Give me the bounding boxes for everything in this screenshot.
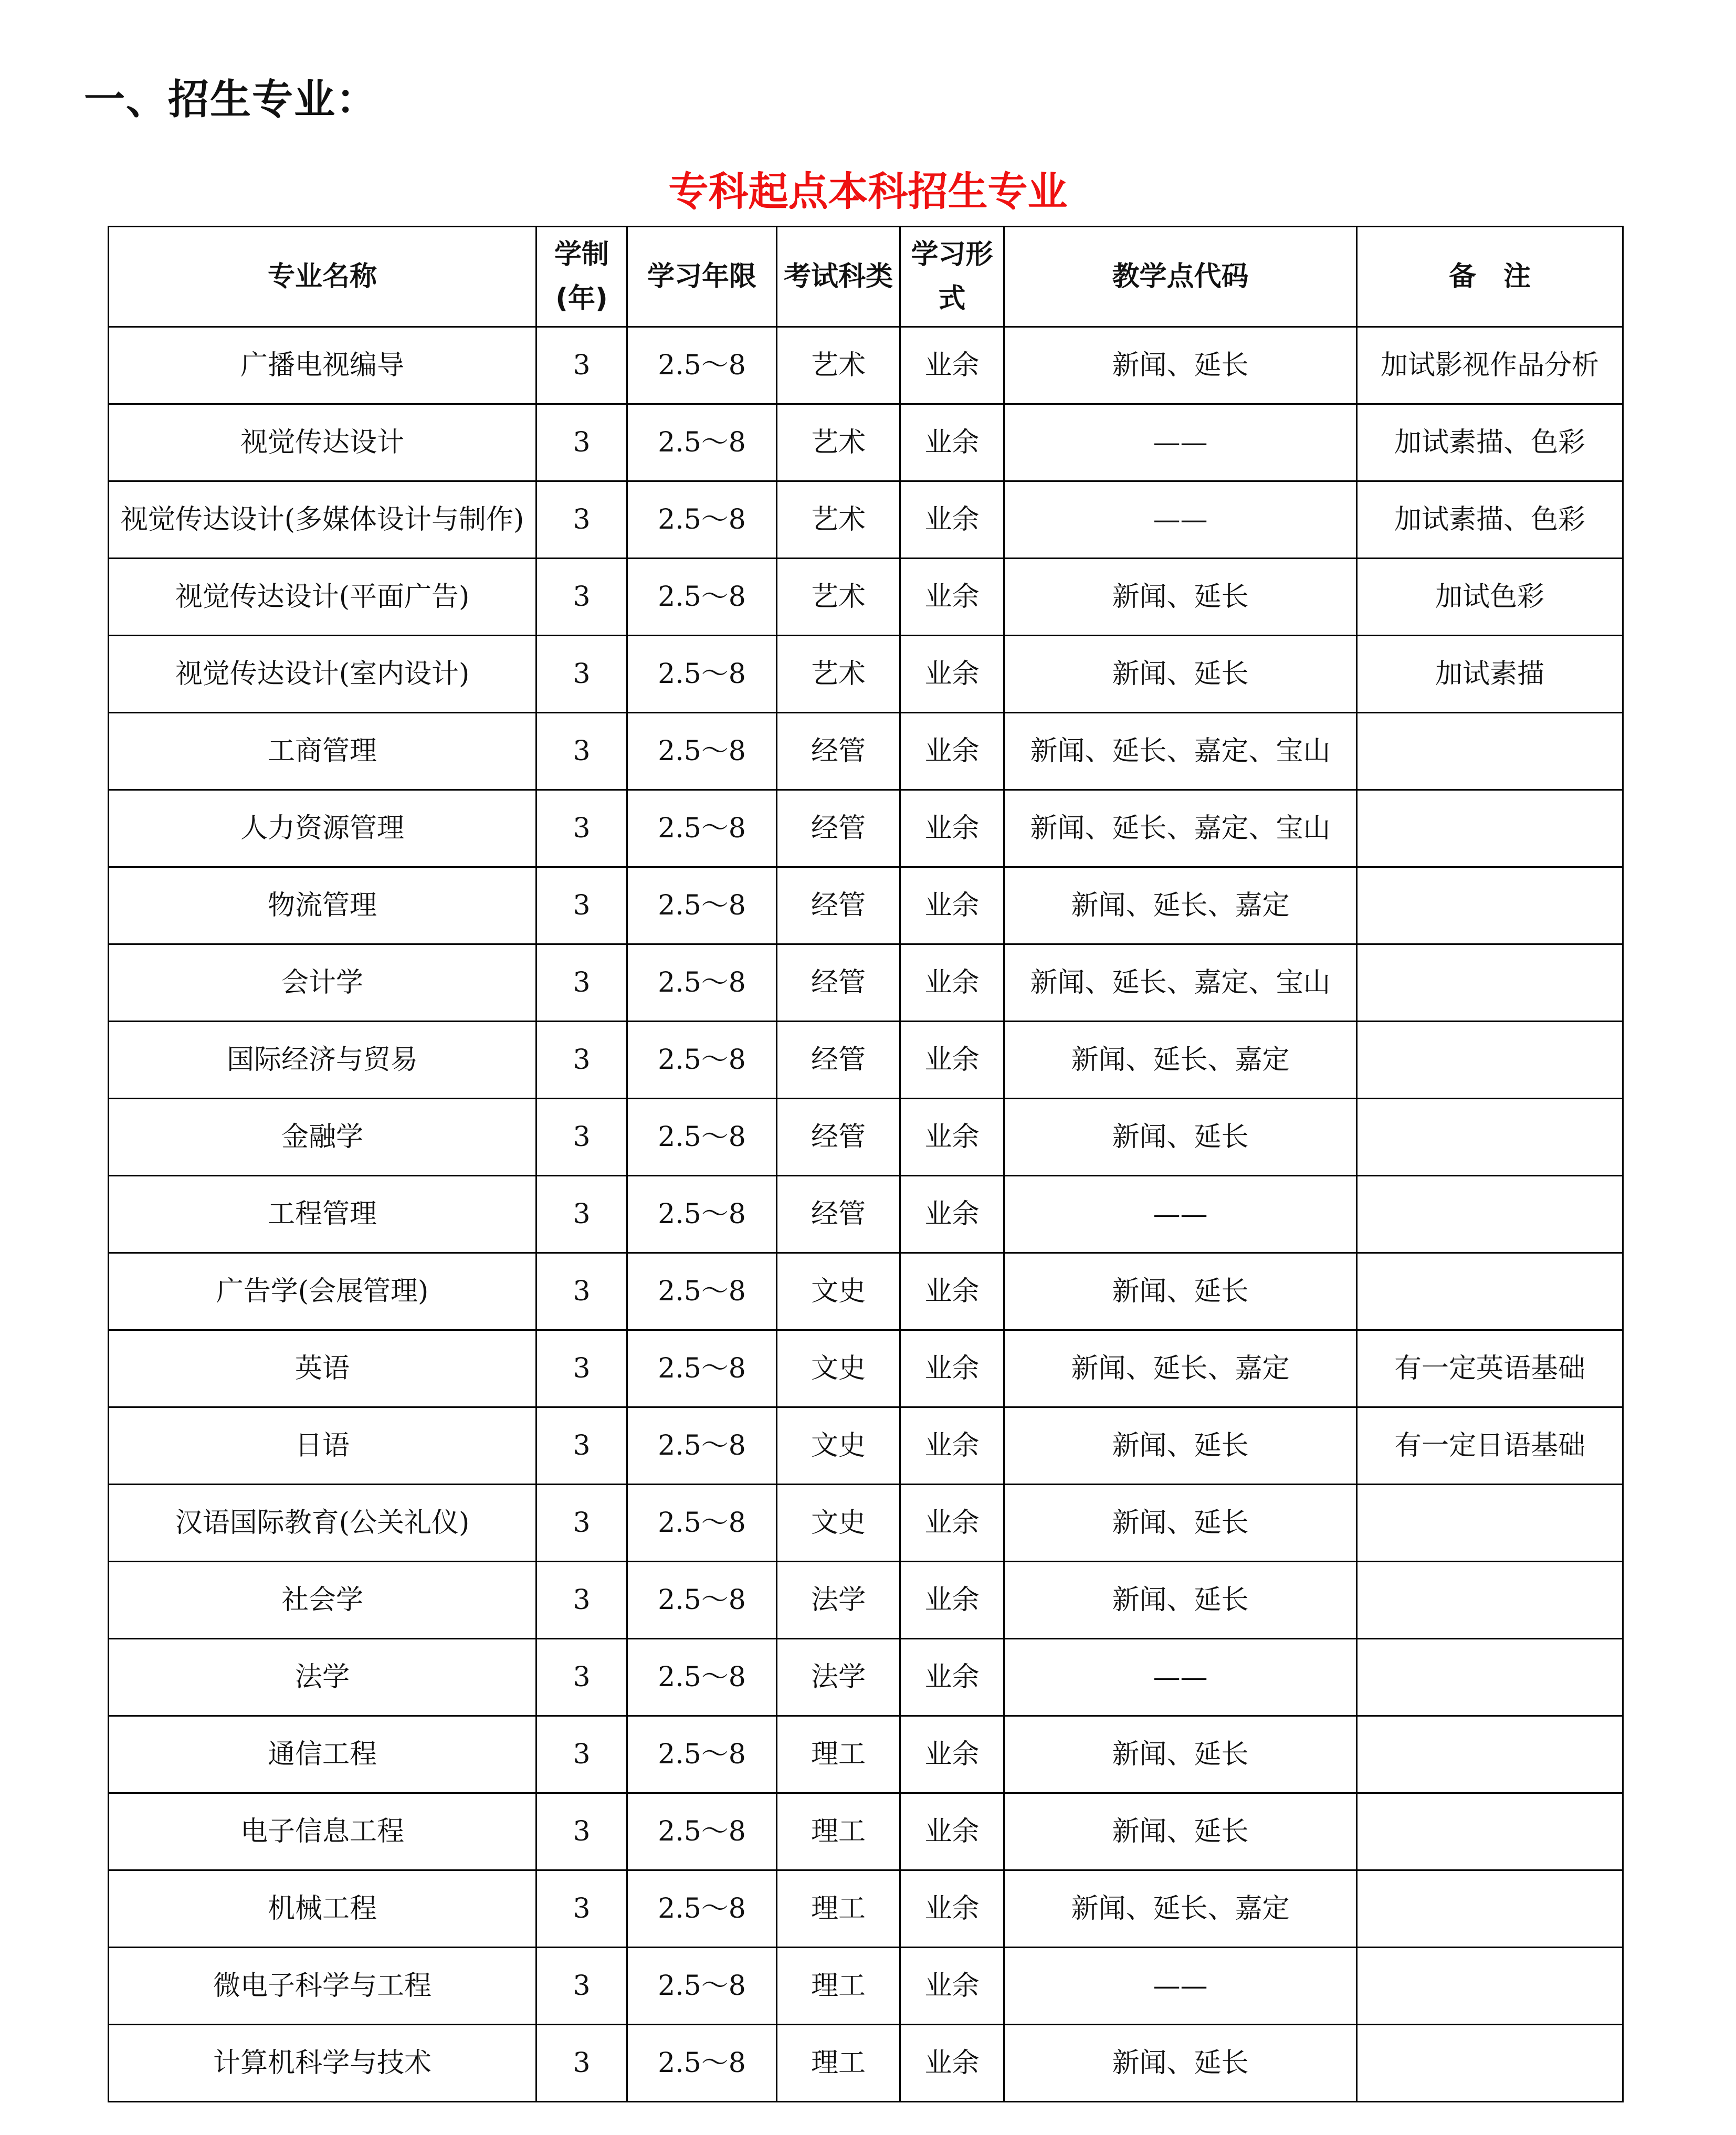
cell-limit: 2.5～8 bbox=[627, 944, 777, 1022]
cell-limit: 2.5～8 bbox=[627, 1253, 777, 1330]
column-header-form: 学习形式 bbox=[900, 227, 1004, 327]
cell-remark: 加试素描、色彩 bbox=[1357, 481, 1623, 559]
column-header-years: 学制(年) bbox=[536, 227, 627, 327]
table-row bbox=[109, 1022, 1623, 1099]
cell-code: 新闻、延长、嘉定、宝山 bbox=[1004, 713, 1357, 790]
cell-form: 业余 bbox=[900, 790, 1004, 867]
table-row bbox=[109, 1485, 1623, 1562]
cell-years: 3 bbox=[536, 1562, 627, 1639]
cell-form: 业余 bbox=[900, 404, 1004, 481]
cell-form: 业余 bbox=[900, 1407, 1004, 1485]
cell-form: 业余 bbox=[900, 1253, 1004, 1330]
cell-name: 英语 bbox=[109, 1330, 536, 1407]
cell-years: 3 bbox=[536, 2025, 627, 2102]
cell-limit: 2.5～8 bbox=[627, 790, 777, 867]
cell-remark bbox=[1357, 1948, 1623, 2025]
table-row bbox=[109, 1562, 1623, 1639]
cell-years: 3 bbox=[536, 790, 627, 867]
cell-limit: 2.5～8 bbox=[627, 559, 777, 636]
cell-name: 广播电视编导 bbox=[109, 327, 536, 404]
cell-limit: 2.5～8 bbox=[627, 327, 777, 404]
cell-years: 3 bbox=[536, 1948, 627, 2025]
cell-code: 新闻、延长、嘉定 bbox=[1004, 1022, 1357, 1099]
cell-form: 业余 bbox=[900, 1639, 1004, 1716]
cell-limit: 2.5～8 bbox=[627, 1022, 777, 1099]
cell-remark bbox=[1357, 1176, 1623, 1253]
cell-remark bbox=[1357, 713, 1623, 790]
cell-remark bbox=[1357, 1793, 1623, 1870]
cell-name: 视觉传达设计(平面广告) bbox=[109, 559, 536, 636]
cell-name: 人力资源管理 bbox=[109, 790, 536, 867]
cell-exam: 艺术 bbox=[777, 327, 900, 404]
table-row bbox=[109, 1407, 1623, 1485]
cell-exam: 法学 bbox=[777, 1639, 900, 1716]
cell-name: 微电子科学与工程 bbox=[109, 1948, 536, 2025]
cell-years: 3 bbox=[536, 327, 627, 404]
cell-exam: 经管 bbox=[777, 790, 900, 867]
cell-years: 3 bbox=[536, 1253, 627, 1330]
column-header-limit: 学习年限 bbox=[627, 227, 777, 327]
cell-years: 3 bbox=[536, 1330, 627, 1407]
cell-form: 业余 bbox=[900, 1485, 1004, 1562]
cell-name: 日语 bbox=[109, 1407, 536, 1485]
cell-name: 视觉传达设计 bbox=[109, 404, 536, 481]
cell-name: 视觉传达设计(多媒体设计与制作) bbox=[109, 481, 536, 559]
cell-name: 社会学 bbox=[109, 1562, 536, 1639]
table-title: 专科起点本科招生专业 bbox=[668, 168, 1068, 215]
column-header-exam: 考试科类 bbox=[777, 227, 900, 327]
cell-name: 通信工程 bbox=[109, 1716, 536, 1793]
cell-remark: 有一定日语基础 bbox=[1357, 1407, 1623, 1485]
cell-code: 新闻、延长、嘉定 bbox=[1004, 867, 1357, 944]
cell-name: 机械工程 bbox=[109, 1870, 536, 1948]
cell-code: 新闻、延长 bbox=[1004, 327, 1357, 404]
cell-exam: 法学 bbox=[777, 1562, 900, 1639]
table-row bbox=[109, 559, 1623, 636]
cell-remark bbox=[1357, 1639, 1623, 1716]
cell-code: —— bbox=[1004, 1176, 1357, 1253]
cell-limit: 2.5～8 bbox=[627, 1716, 777, 1793]
cell-name: 广告学(会展管理) bbox=[109, 1253, 536, 1330]
table-row bbox=[109, 327, 1623, 404]
table-row bbox=[109, 944, 1623, 1022]
cell-code: 新闻、延长、嘉定 bbox=[1004, 1870, 1357, 1948]
cell-remark: 加试素描、色彩 bbox=[1357, 404, 1623, 481]
cell-name: 工程管理 bbox=[109, 1176, 536, 1253]
cell-form: 业余 bbox=[900, 1022, 1004, 1099]
cell-limit: 2.5～8 bbox=[627, 1870, 777, 1948]
table-row bbox=[109, 404, 1623, 481]
header-row bbox=[109, 227, 1623, 327]
column-header-code: 教学点代码 bbox=[1004, 227, 1357, 327]
table-row bbox=[109, 2025, 1623, 2102]
majors-table bbox=[108, 226, 1624, 2102]
table-row bbox=[109, 790, 1623, 867]
cell-name: 工商管理 bbox=[109, 713, 536, 790]
section-heading: 一、招生专业： bbox=[84, 76, 378, 123]
cell-exam: 理工 bbox=[777, 1793, 900, 1870]
cell-years: 3 bbox=[536, 1407, 627, 1485]
cell-remark: 加试影视作品分析 bbox=[1357, 327, 1623, 404]
cell-code: —— bbox=[1004, 404, 1357, 481]
cell-exam: 文史 bbox=[777, 1407, 900, 1485]
cell-remark bbox=[1357, 1716, 1623, 1793]
cell-remark bbox=[1357, 1870, 1623, 1948]
table-row bbox=[109, 867, 1623, 944]
cell-code: 新闻、延长 bbox=[1004, 1716, 1357, 1793]
cell-exam: 经管 bbox=[777, 713, 900, 790]
cell-form: 业余 bbox=[900, 636, 1004, 713]
cell-name: 汉语国际教育(公关礼仪) bbox=[109, 1485, 536, 1562]
cell-limit: 2.5～8 bbox=[627, 713, 777, 790]
cell-years: 3 bbox=[536, 404, 627, 481]
table-row bbox=[109, 1176, 1623, 1253]
cell-name: 法学 bbox=[109, 1639, 536, 1716]
cell-limit: 2.5～8 bbox=[627, 867, 777, 944]
cell-years: 3 bbox=[536, 1716, 627, 1793]
table-row bbox=[109, 1639, 1623, 1716]
cell-years: 3 bbox=[536, 1485, 627, 1562]
cell-form: 业余 bbox=[900, 713, 1004, 790]
cell-name: 计算机科学与技术 bbox=[109, 2025, 536, 2102]
cell-remark bbox=[1357, 2025, 1623, 2102]
cell-remark bbox=[1357, 1099, 1623, 1176]
table-row bbox=[109, 1948, 1623, 2025]
table-row bbox=[109, 1716, 1623, 1793]
cell-limit: 2.5～8 bbox=[627, 1176, 777, 1253]
cell-code: 新闻、延长 bbox=[1004, 1793, 1357, 1870]
cell-name: 金融学 bbox=[109, 1099, 536, 1176]
cell-limit: 2.5～8 bbox=[627, 1407, 777, 1485]
cell-exam: 文史 bbox=[777, 1485, 900, 1562]
table-row bbox=[109, 636, 1623, 713]
cell-name: 会计学 bbox=[109, 944, 536, 1022]
cell-remark bbox=[1357, 1485, 1623, 1562]
cell-exam: 艺术 bbox=[777, 404, 900, 481]
cell-limit: 2.5～8 bbox=[627, 1639, 777, 1716]
cell-limit: 2.5～8 bbox=[627, 1330, 777, 1407]
cell-code: 新闻、延长、嘉定、宝山 bbox=[1004, 944, 1357, 1022]
cell-code: 新闻、延长 bbox=[1004, 1407, 1357, 1485]
cell-years: 3 bbox=[536, 636, 627, 713]
cell-code: 新闻、延长 bbox=[1004, 1562, 1357, 1639]
cell-form: 业余 bbox=[900, 327, 1004, 404]
cell-form: 业余 bbox=[900, 1870, 1004, 1948]
cell-years: 3 bbox=[536, 1022, 627, 1099]
cell-name: 电子信息工程 bbox=[109, 1793, 536, 1870]
cell-exam: 经管 bbox=[777, 1099, 900, 1176]
cell-exam: 经管 bbox=[777, 944, 900, 1022]
cell-years: 3 bbox=[536, 481, 627, 559]
cell-exam: 艺术 bbox=[777, 559, 900, 636]
cell-limit: 2.5～8 bbox=[627, 1099, 777, 1176]
cell-years: 3 bbox=[536, 1870, 627, 1948]
table-row bbox=[109, 1870, 1623, 1948]
cell-form: 业余 bbox=[900, 1099, 1004, 1176]
cell-form: 业余 bbox=[900, 1793, 1004, 1870]
cell-form: 业余 bbox=[900, 1176, 1004, 1253]
cell-years: 3 bbox=[536, 867, 627, 944]
cell-remark bbox=[1357, 790, 1623, 867]
table-row bbox=[109, 1253, 1623, 1330]
cell-remark bbox=[1357, 1562, 1623, 1639]
cell-exam: 理工 bbox=[777, 1716, 900, 1793]
cell-exam: 文史 bbox=[777, 1330, 900, 1407]
cell-limit: 2.5～8 bbox=[627, 1562, 777, 1639]
cell-years: 3 bbox=[536, 1793, 627, 1870]
cell-form: 业余 bbox=[900, 1330, 1004, 1407]
cell-years: 3 bbox=[536, 1176, 627, 1253]
cell-code: 新闻、延长、嘉定、宝山 bbox=[1004, 790, 1357, 867]
cell-years: 3 bbox=[536, 559, 627, 636]
cell-limit: 2.5～8 bbox=[627, 481, 777, 559]
cell-remark: 有一定英语基础 bbox=[1357, 1330, 1623, 1407]
cell-form: 业余 bbox=[900, 481, 1004, 559]
cell-name: 物流管理 bbox=[109, 867, 536, 944]
table-row bbox=[109, 713, 1623, 790]
column-header-name: 专业名称 bbox=[109, 227, 536, 327]
cell-limit: 2.5～8 bbox=[627, 1948, 777, 2025]
cell-exam: 理工 bbox=[777, 1948, 900, 2025]
cell-limit: 2.5～8 bbox=[627, 1485, 777, 1562]
cell-exam: 艺术 bbox=[777, 636, 900, 713]
cell-exam: 经管 bbox=[777, 1176, 900, 1253]
cell-exam: 文史 bbox=[777, 1253, 900, 1330]
cell-exam: 经管 bbox=[777, 867, 900, 944]
cell-code: 新闻、延长、嘉定 bbox=[1004, 1330, 1357, 1407]
cell-form: 业余 bbox=[900, 1716, 1004, 1793]
cell-remark bbox=[1357, 944, 1623, 1022]
cell-code: 新闻、延长 bbox=[1004, 1485, 1357, 1562]
cell-name: 视觉传达设计(室内设计) bbox=[109, 636, 536, 713]
cell-code: —— bbox=[1004, 1639, 1357, 1716]
cell-code: 新闻、延长 bbox=[1004, 1253, 1357, 1330]
table-row bbox=[109, 1099, 1623, 1176]
cell-form: 业余 bbox=[900, 944, 1004, 1022]
table-row bbox=[109, 1793, 1623, 1870]
cell-remark: 加试素描 bbox=[1357, 636, 1623, 713]
cell-years: 3 bbox=[536, 944, 627, 1022]
cell-name: 国际经济与贸易 bbox=[109, 1022, 536, 1099]
cell-code: —— bbox=[1004, 481, 1357, 559]
table-row bbox=[109, 481, 1623, 559]
cell-remark: 加试色彩 bbox=[1357, 559, 1623, 636]
cell-exam: 艺术 bbox=[777, 481, 900, 559]
cell-limit: 2.5～8 bbox=[627, 2025, 777, 2102]
cell-code: 新闻、延长 bbox=[1004, 1099, 1357, 1176]
cell-years: 3 bbox=[536, 1099, 627, 1176]
cell-code: 新闻、延长 bbox=[1004, 559, 1357, 636]
cell-code: 新闻、延长 bbox=[1004, 636, 1357, 713]
cell-form: 业余 bbox=[900, 1562, 1004, 1639]
cell-years: 3 bbox=[536, 1639, 627, 1716]
cell-form: 业余 bbox=[900, 2025, 1004, 2102]
table-row bbox=[109, 1330, 1623, 1407]
cell-code: 新闻、延长 bbox=[1004, 2025, 1357, 2102]
cell-exam: 理工 bbox=[777, 1870, 900, 1948]
cell-limit: 2.5～8 bbox=[627, 404, 777, 481]
cell-form: 业余 bbox=[900, 867, 1004, 944]
cell-limit: 2.5～8 bbox=[627, 1793, 777, 1870]
column-header-remark: 备 注 bbox=[1357, 227, 1623, 327]
cell-remark bbox=[1357, 1253, 1623, 1330]
cell-remark bbox=[1357, 867, 1623, 944]
cell-remark bbox=[1357, 1022, 1623, 1099]
cell-code: —— bbox=[1004, 1948, 1357, 2025]
cell-limit: 2.5～8 bbox=[627, 636, 777, 713]
cell-years: 3 bbox=[536, 713, 627, 790]
cell-form: 业余 bbox=[900, 1948, 1004, 2025]
cell-form: 业余 bbox=[900, 559, 1004, 636]
cell-exam: 经管 bbox=[777, 1022, 900, 1099]
cell-exam: 理工 bbox=[777, 2025, 900, 2102]
